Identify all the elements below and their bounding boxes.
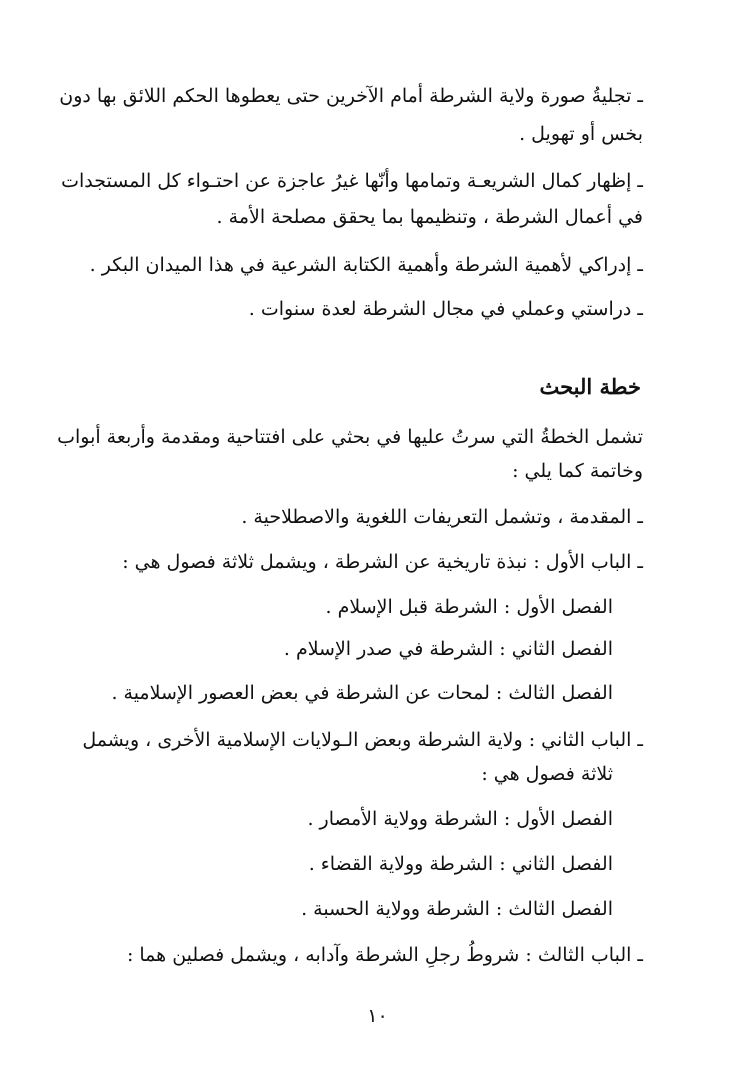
intro-item-1-line-1: ـ تجليةُ صورة ولاية الشرطة أمام الآخرين حتى يعطوها الحكم اللائق بها دون xyxy=(59,85,643,107)
intro-item-4-line-1: ـ دراستي وعملي في مجال الشرطة لعدة سنوات . xyxy=(248,298,643,320)
outline-part-2-line-1: ـ الباب الثاني : ولاية الشرطة وبعض الـولايات الإسلامية الأخرى ، ويشمل xyxy=(82,729,643,751)
outline-part-1-chapter-3: الفصل الثالث : لمحات عن الشرطة في بعض العصور الإسلامية . xyxy=(111,682,613,704)
intro-item-1-line-2: بخس أو تهويل . xyxy=(519,123,643,145)
outline-part-3: ـ الباب الثالث : شروطُ رجلِ الشرطة وآدابه ، ويشمل فصلين هما : xyxy=(126,944,643,966)
intro-item-2-line-1: ـ إظهار كمال الشريعـة وتمامها وأنّها غيرُ عاجزة عن احتـواء كل المستجدات xyxy=(61,170,643,192)
outline-part-2-line-2: ثلاثة فصول هي : xyxy=(481,763,613,785)
outline-part-2-chapter-1: الفصل الأول : الشرطة وولاية الأمصار . xyxy=(307,808,613,830)
page-number: ١٠ xyxy=(367,1005,388,1027)
outline-part-2-chapter-2: الفصل الثاني : الشرطة وولاية القضاء . xyxy=(308,853,613,875)
outline-part-1-chapter-1: الفصل الأول : الشرطة قبل الإسلام . xyxy=(325,596,613,618)
outline-part-1-chapter-2: الفصل الثاني : الشرطة في صدر الإسلام . xyxy=(283,638,613,660)
outline-part-1: ـ الباب الأول : نبذة تاريخية عن الشرطة ، ويشمل ثلاثة فصول هي : xyxy=(122,551,643,573)
intro-item-3-line-1: ـ إدراكي لأهمية الشرطة وأهمية الكتابة الشرعية في هذا الميدان البكر . xyxy=(89,254,643,276)
section-paragraph-line-1: تشمل الخطةُ التي سرتُ عليها في بحثي على افتتاحية ومقدمة وأربعة أبواب xyxy=(57,426,643,448)
section-paragraph-line-2: وخاتمة كما يلي : xyxy=(512,460,643,482)
outline-introduction: ـ المقدمة ، وتشمل التعريفات اللغوية والاصطلاحية . xyxy=(241,506,643,528)
intro-item-2-line-2: في أعمال الشرطة ، وتنظيمها بما يحقق مصلحة الأمة . xyxy=(216,206,643,228)
section-heading: خطة البحث xyxy=(539,374,641,399)
outline-part-2-chapter-3: الفصل الثالث : الشرطة وولاية الحسبة . xyxy=(301,898,613,920)
